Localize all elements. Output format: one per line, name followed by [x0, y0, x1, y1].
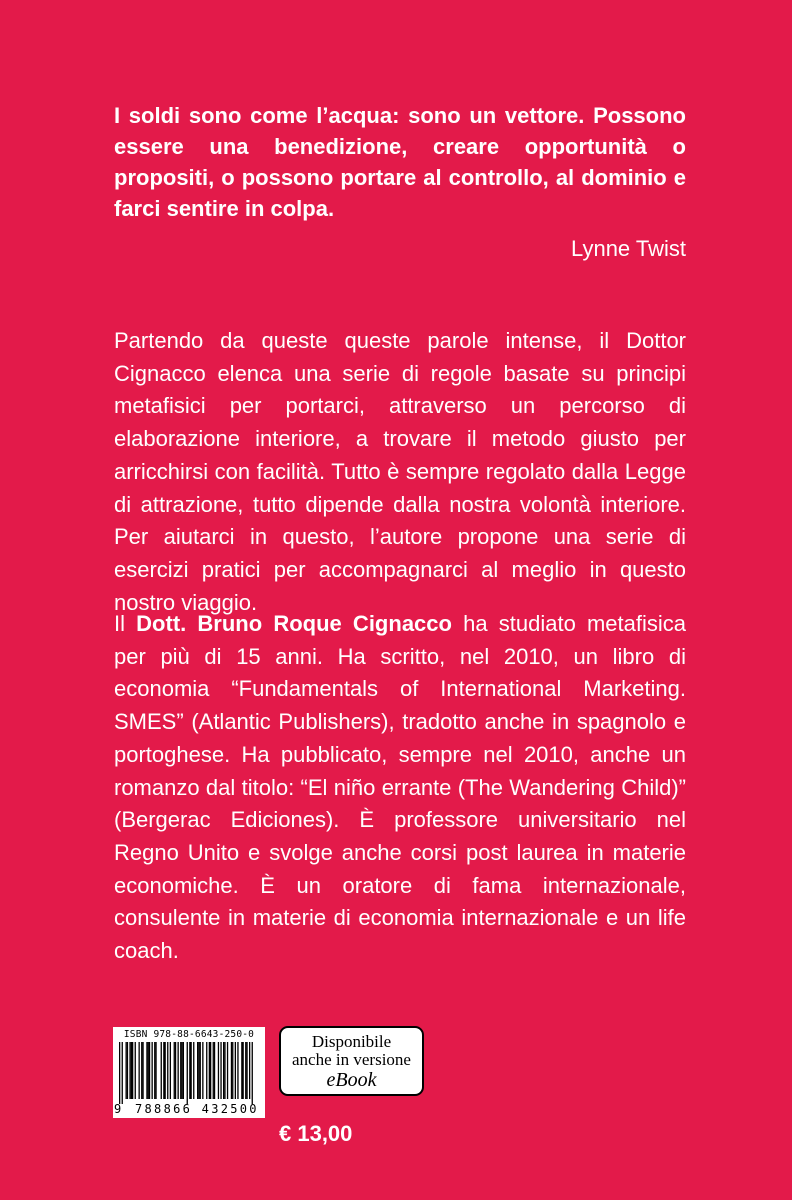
barcode-bar [142, 1042, 143, 1099]
barcode-bar [149, 1042, 150, 1099]
barcode-bar [139, 1042, 140, 1099]
barcode-bar [165, 1042, 166, 1099]
barcode-bar [218, 1042, 219, 1099]
barcode-bar [223, 1042, 224, 1099]
barcode-bar [181, 1042, 182, 1099]
barcode-bar [129, 1042, 130, 1099]
barcode-bar [231, 1042, 232, 1099]
barcode-bar [243, 1042, 244, 1099]
ebook-badge-line1: Disponibile [311, 1032, 392, 1051]
barcode-bar [202, 1042, 203, 1099]
book-description: Partendo da queste queste parole intense, il Dottor Cignacco elenca una serie di regole basate su principi metafisici per portarci, attraverso un percorso di elaborazione interiore, a trovare il metodo giusto per arricchirsi con facilità. Tutto è sempre regolato dalla Legge di attrazione, tutto dipende dalla nostra volontà interiore. Per aiutarci in questo, l’autore propone una serie di esercizi pratici per accompagnarci al meglio in questo nostro viaggio. [114, 328, 686, 615]
barcode-bar [180, 1042, 181, 1099]
author-bio-text: ha studiato metafisica per più di 15 anni. Ha scritto, nel 2010, un libro di economia “Fundamentals of International Marketing. SMES” (Atlantic Publishers), tradotto anche in spagnolo e portoghese. Ha pubblicato, sempre nel 2010, anche un romanzo dal titolo: “El niño errante (The Wandering Child)” (Bergerac Ediciones). È professore universitario nel Regno Unito e svolge anche corsi post laurea in materie economiche. È un oratore di fama internazionale, consulente in materie di economia internazionale e un life coach. [114, 611, 686, 964]
barcode-bar [246, 1042, 247, 1099]
ebook-badge-line3: eBook [326, 1069, 377, 1091]
barcode-bar [175, 1042, 176, 1099]
barcode-bar [187, 1042, 188, 1104]
barcode-bar [227, 1042, 228, 1099]
price-label: € 13,00 [279, 1121, 353, 1146]
barcode-bar [174, 1042, 175, 1099]
barcode-bar [220, 1042, 221, 1099]
ebook-availability-badge [279, 1026, 424, 1096]
barcode-bar [193, 1042, 194, 1099]
ean-remaining-digits: 788866 432500 [135, 1102, 259, 1116]
barcode-bar [189, 1042, 190, 1099]
barcode-bar [119, 1042, 120, 1104]
isbn-barcode [113, 1027, 265, 1118]
barcode-bar [141, 1042, 142, 1099]
barcode-bar [224, 1042, 225, 1099]
ean-digits [113, 1102, 265, 1116]
quote-author: Lynne Twist [571, 236, 686, 261]
barcode-bars [119, 1042, 259, 1104]
barcode-bar [155, 1042, 156, 1099]
barcode-bar [167, 1042, 168, 1099]
barcode-bar [252, 1042, 253, 1104]
barcode-bar [127, 1042, 128, 1099]
author-bio [114, 608, 686, 968]
barcode-bar [170, 1042, 171, 1099]
barcode-bar [213, 1042, 214, 1099]
author-name: Dott. Bruno Roque Cignacco [136, 611, 452, 636]
barcode-bar [154, 1042, 155, 1099]
ebook-badge-line2: anche in versione [292, 1050, 411, 1069]
barcode-bar [135, 1042, 136, 1099]
barcode-bar [209, 1042, 210, 1099]
barcode-bar [126, 1042, 127, 1099]
barcode-bar [191, 1042, 192, 1099]
author-bio-prefix: Il [114, 611, 137, 636]
barcode-bar [206, 1042, 207, 1099]
barcode-bar [214, 1042, 215, 1099]
barcode-bar [183, 1042, 184, 1099]
ean-first-digit: 9 [114, 1102, 122, 1116]
barcode-bar [198, 1042, 199, 1099]
barcode-bar [178, 1042, 179, 1099]
barcode-bar [197, 1042, 198, 1099]
barcode-bar [131, 1042, 132, 1099]
barcode-bar [132, 1042, 133, 1099]
barcode-bar [146, 1042, 147, 1099]
barcode-bar [163, 1042, 164, 1099]
barcode-bar [122, 1042, 123, 1104]
barcode-bar [152, 1042, 153, 1099]
barcode-bar [210, 1042, 211, 1099]
isbn-label: ISBN 978-88-6643-250-0 [123, 1029, 255, 1040]
barcode-bar [237, 1042, 238, 1099]
barcode-bar [148, 1042, 149, 1099]
barcode-bar [241, 1042, 242, 1099]
barcode-bar [235, 1042, 236, 1099]
barcode-bar [232, 1042, 233, 1099]
barcode-bar [161, 1042, 162, 1099]
barcode-bar [249, 1042, 250, 1099]
barcode-bar [245, 1042, 246, 1099]
epigraph-quote: I soldi sono come l’acqua: sono un vettore. Possono essere una benedizione, creare opportunità o propositi, o possono portare al controllo, al dominio e farci sentire in colpa. [114, 103, 686, 221]
barcode-bar [200, 1042, 201, 1099]
